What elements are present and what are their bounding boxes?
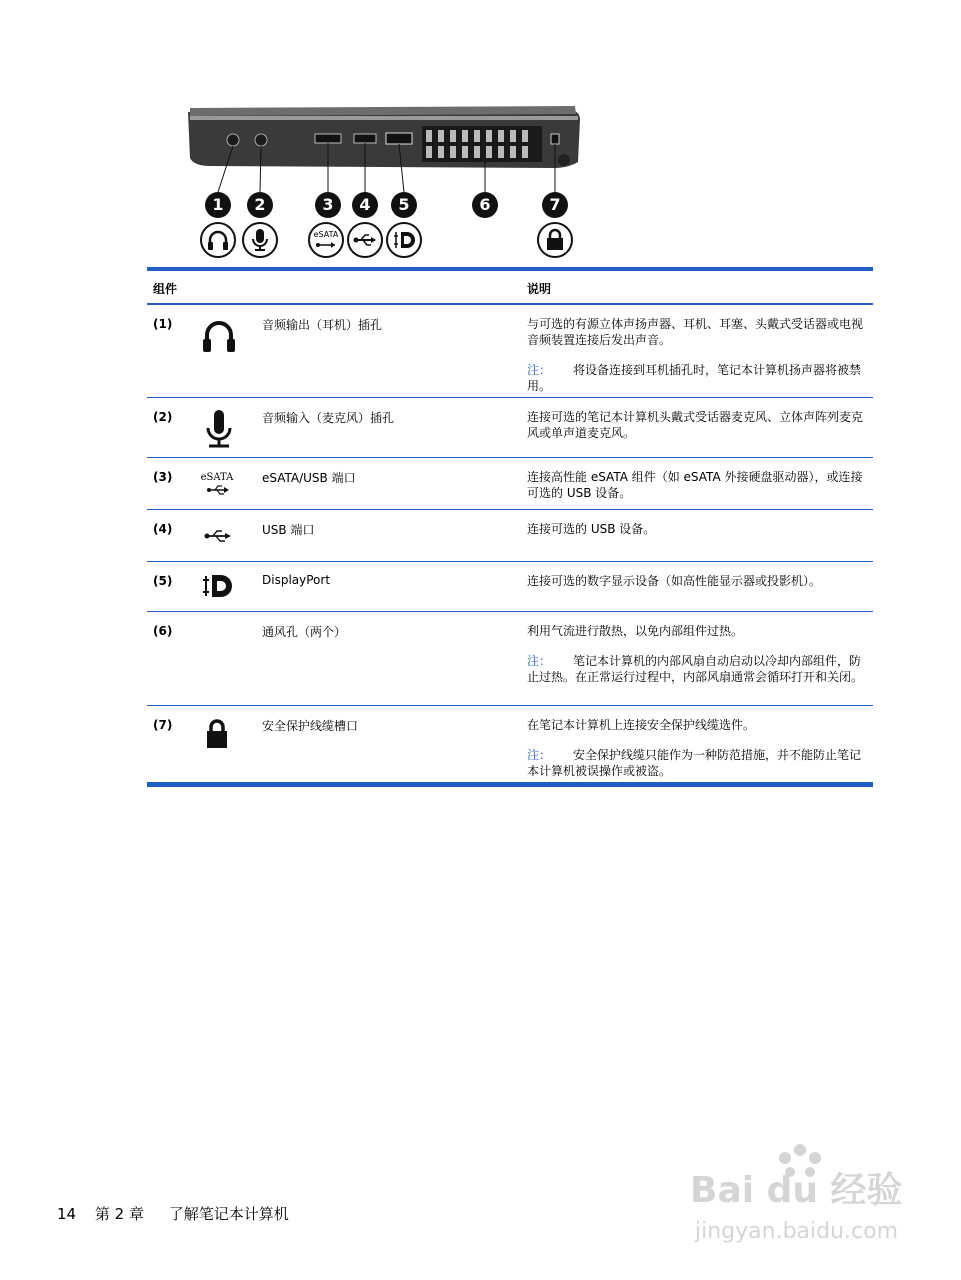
row-description <box>527 521 867 551</box>
row-description <box>527 573 867 603</box>
row-component-name: 音频输入（麦克风）插孔 <box>262 411 395 425</box>
lock-icon <box>537 222 573 258</box>
description-text: 与可选的有源立体声扬声器、耳机、耳塞、头戴式受话器或电视音频装置连接后发出声音。 <box>527 317 864 347</box>
svg-text:Bai du 经验: Bai du 经验 <box>690 1170 903 1211</box>
row-number: (2) <box>153 410 173 424</box>
note-label: 注： <box>527 654 552 668</box>
row-description <box>527 623 867 699</box>
table-row <box>147 458 873 510</box>
header-component: 组件 <box>153 282 178 296</box>
callout-7: 7 <box>542 192 568 218</box>
microphone-icon <box>242 222 278 258</box>
row-description <box>527 469 867 515</box>
row-component-name: DisplayPort <box>262 573 331 587</box>
note-label: 注： <box>527 363 552 377</box>
chapter-title: 了解笔记本计算机 <box>168 1205 289 1223</box>
displayport-icon <box>386 222 422 258</box>
description-text: 连接可选的 USB 设备。 <box>527 522 656 536</box>
esata-usb-icon <box>197 468 241 508</box>
note-label: 注： <box>527 748 552 762</box>
description-note <box>527 653 867 685</box>
description-text: 利用气流进行散热，以免内部组件过热。 <box>527 624 744 638</box>
callout-1: 1 <box>205 192 231 218</box>
row-description <box>527 717 867 793</box>
microphone-icon <box>197 408 241 448</box>
callout-6: 6 <box>472 192 498 218</box>
note-text: 将设备连接到耳机插孔时，笔记本计算机扬声器将被禁用。 <box>527 363 862 393</box>
callout-4: 4 <box>352 192 378 218</box>
row-number: (4) <box>153 522 173 536</box>
description-text: 连接可选的笔记本计算机头戴式受话器麦克风、立体声阵列麦克风或单声道麦克风。 <box>527 410 864 440</box>
usb-icon <box>347 222 383 258</box>
svg-text:jingyan.baidu.com: jingyan.baidu.com <box>695 1219 899 1244</box>
callout-3: 3 <box>315 192 341 218</box>
page-number: 14 <box>57 1205 77 1223</box>
description-note <box>527 362 867 394</box>
component-table <box>147 267 873 787</box>
row-component-name: 音频输出（耳机）插孔 <box>262 318 383 332</box>
note-text: 笔记本计算机的内部风扇自动启动以冷却内部组件，防止过热。在正常运行过程中，内部风扇通常会循环打开和关闭。 <box>527 654 864 684</box>
note-text: 安全保护线缆只能作为一种防范措施，并不能防止笔记本计算机被误操作或被盗。 <box>527 748 862 778</box>
chapter-label: 第 2 章 <box>94 1205 144 1223</box>
lock-icon <box>197 716 241 756</box>
description-text: 连接可选的数字显示设备（如高性能显示器或投影机）。 <box>527 574 822 588</box>
description-text: 连接高性能 eSATA 组件（如 eSATA 外接硬盘驱动器），或连接可选的 USB 设备。 <box>527 470 863 500</box>
table-row <box>147 510 873 562</box>
table-row <box>147 398 873 458</box>
usb-icon <box>197 520 241 560</box>
esata-usb-icon <box>308 222 344 258</box>
displayport-icon <box>197 572 241 612</box>
row-number: (1) <box>153 317 173 331</box>
row-description <box>527 316 867 408</box>
svg-text:eSATA: eSATA <box>313 230 339 239</box>
row-number: (5) <box>153 574 173 588</box>
row-description <box>527 409 867 455</box>
row-number: (7) <box>153 718 173 732</box>
headphone-icon <box>200 222 236 258</box>
row-component-name: 安全保护线缆槽口 <box>262 719 359 733</box>
row-component-name: USB 端口 <box>262 523 315 537</box>
table-header-row <box>147 271 873 305</box>
row-number: (3) <box>153 470 173 484</box>
baidu-watermark <box>690 1140 910 1250</box>
table-row <box>147 612 873 706</box>
table-row <box>147 305 873 398</box>
table-row <box>147 562 873 612</box>
page-footer <box>57 1203 303 1224</box>
row-number: (6) <box>153 624 173 638</box>
description-text: 在笔记本计算机上连接安全保护线缆选件。 <box>527 718 756 732</box>
row-component-name: eSATA/USB 端口 <box>262 471 356 485</box>
header-description: 说明 <box>527 282 552 296</box>
description-note <box>527 747 867 779</box>
callout-2: 2 <box>247 192 273 218</box>
table-row <box>147 706 873 783</box>
svg-text:eSATA: eSATA <box>200 472 234 483</box>
headphone-icon <box>197 315 241 355</box>
laptop-side-view-illustration <box>180 100 590 260</box>
row-component-name: 通风孔（两个） <box>262 625 347 639</box>
callout-5: 5 <box>391 192 417 218</box>
